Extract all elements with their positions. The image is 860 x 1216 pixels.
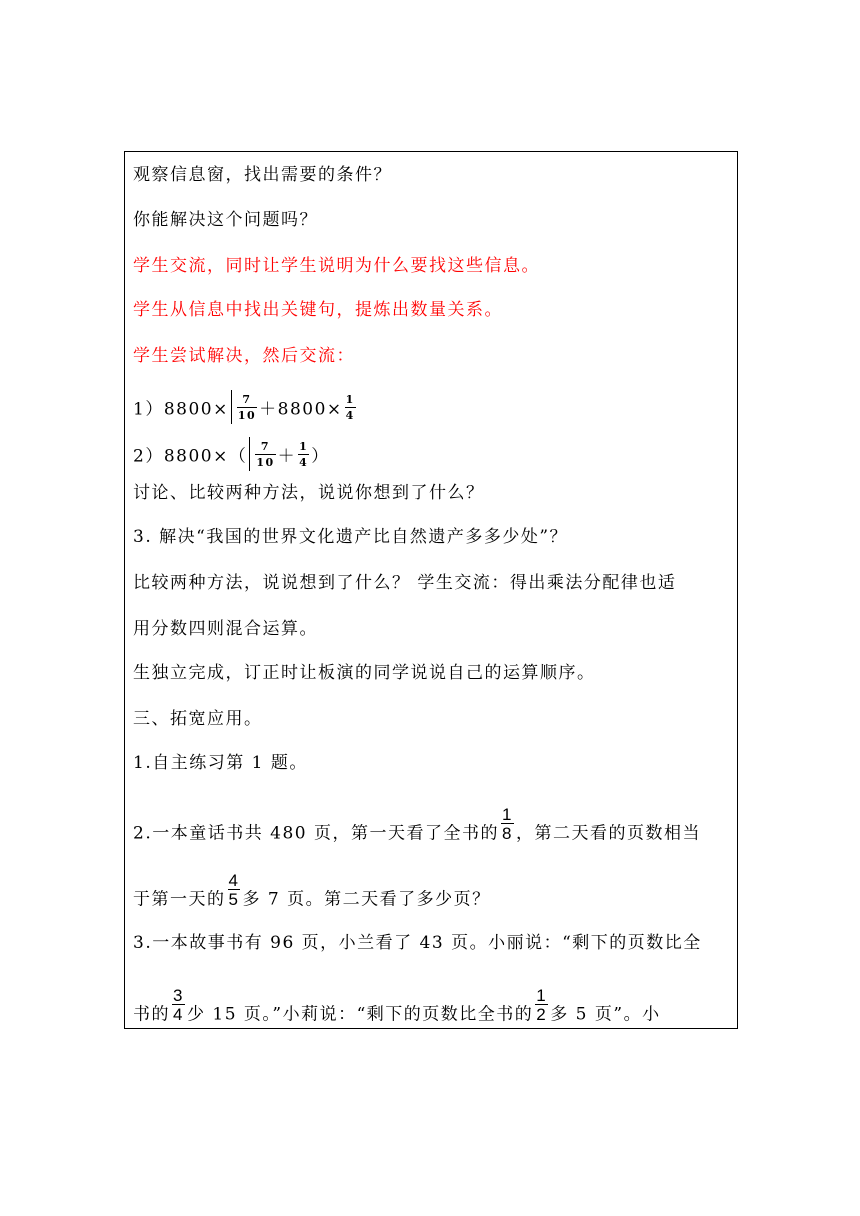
- ex3c-text-c: 多 5 页”。小: [550, 1004, 661, 1025]
- section-heading-extend: 三、拓宽应用。: [133, 709, 263, 729]
- text-line-exercise-3-cont: [133, 986, 661, 1033]
- eq2-fraction-1: $\frac{7}{10}$: [256, 439, 275, 469]
- text-line-problem-3: 3. 解决“我国的世界文化遗产比自然遗产多多少处”？: [133, 527, 569, 547]
- ex2c-text-b: 多 7 页。第二天看了多少页？: [242, 889, 491, 910]
- ex2-fraction: $\frac{1}{8}$: [501, 805, 513, 843]
- ex3c-fraction-1: $\frac{3}{4}$: [173, 986, 184, 1024]
- eq1-bar: [231, 390, 232, 424]
- eq2-bar: [249, 437, 250, 471]
- ex3c-text-a: 书的: [133, 1004, 170, 1025]
- text-line-student-exchange: 学生交流，同时让学生说明为什么要找这些信息。: [133, 256, 540, 276]
- text-line-exercise-2-cont: [133, 871, 491, 918]
- eq1-prefix: 1）8800×: [133, 399, 229, 420]
- text-line-compare: 比较两种方法，说说想到了什么？ 学生交流：得出乘法分配律也适: [133, 573, 677, 593]
- text-line-exercise-1: 1.自主练习第 1 题。: [133, 753, 308, 773]
- text-line-observe: 观察信息窗，找出需要的条件？: [133, 165, 392, 185]
- text-line-exercise-3: 3.一本故事书有 96 页，小兰看了 43 页。小丽说：“剩下的页数比全: [133, 933, 702, 953]
- text-line-key-sentence: 学生从信息中找出关键句，提炼出数量关系。: [133, 300, 503, 320]
- ex2-text-a: 2.一本童话书共 480 页，第一天看了全书的: [133, 823, 499, 844]
- ex2c-text-a: 于第一天的: [133, 889, 226, 910]
- eq2-fraction-2: $\frac{1}{4}$: [299, 439, 309, 469]
- eq1-fraction-2: $\frac{1}{4}$: [345, 392, 355, 422]
- eq2-prefix: 2）8800×（: [133, 446, 248, 467]
- eq2-suffix: ）: [311, 446, 330, 467]
- text-line-discuss: 讨论、比较两种方法，说说你想到了什么？: [133, 483, 485, 503]
- text-line-independent: 生独立完成，订正时让板演的同学说说自己的运算顺序。: [133, 663, 596, 683]
- eq1-fraction-1: $\frac{7}{10}$: [237, 392, 257, 422]
- text-line-compare-cont: 用分数四则混合运算。: [133, 619, 318, 639]
- eq2-middle: ＋: [277, 446, 297, 467]
- eq1-middle: ＋8800×: [259, 399, 343, 420]
- equation-2: [133, 440, 330, 474]
- ex3c-fraction-2: $\frac{1}{2}$: [536, 986, 548, 1024]
- text-line-can-you-solve: 你能解决这个问题吗？: [133, 210, 318, 230]
- text-line-exercise-2: [133, 805, 701, 852]
- text-line-student-try: 学生尝试解决，然后交流：: [133, 346, 355, 366]
- ex3c-text-b: 少 15 页。”小莉说：“剩下的页数比全书的: [186, 1004, 534, 1025]
- equation-1: [133, 393, 358, 427]
- ex2-text-b: ，第二天看的页数相当: [515, 823, 701, 844]
- ex2c-fraction: $\frac{4}{5}$: [228, 871, 240, 909]
